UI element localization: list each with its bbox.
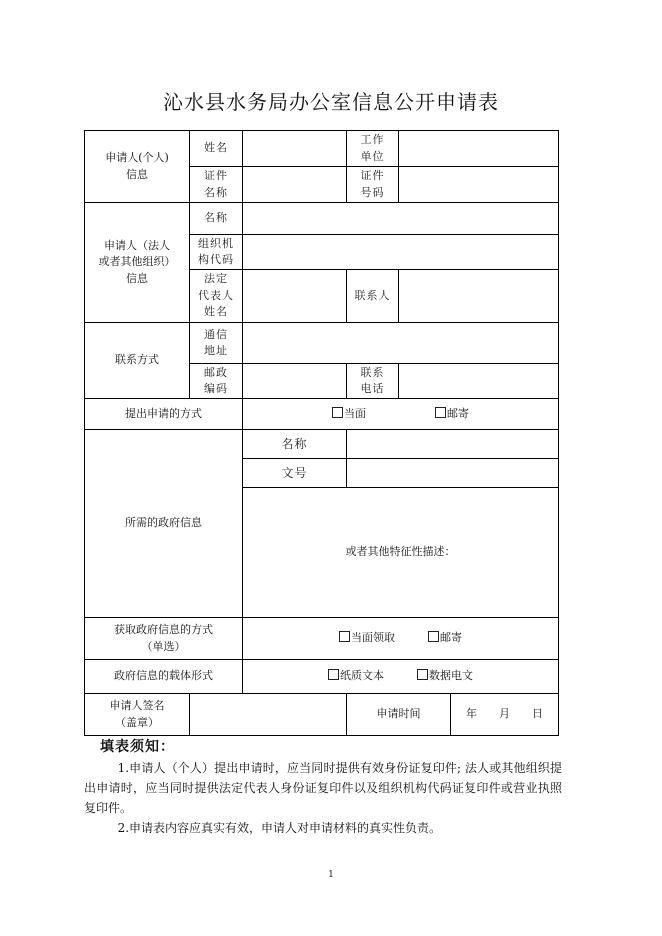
applicant-personal-label: 申请人(个人) 信息	[85, 131, 190, 203]
doc-number-field[interactable]	[347, 459, 559, 488]
org-code-field[interactable]	[243, 235, 559, 270]
org-code-label: 组织机 构代码	[190, 235, 243, 270]
form-title: 沁水县水务局办公室信息公开申请表	[163, 90, 499, 114]
application-form-table	[84, 130, 559, 736]
phone-label: 联系 电话	[347, 364, 399, 399]
applicant-org-label: 申请人（法人 或者其他组织） 信息	[85, 203, 190, 323]
apply-time-label: 申请时间	[347, 694, 451, 736]
checkbox-icon[interactable]	[417, 669, 428, 680]
notes-title: 填表须知：	[100, 739, 175, 755]
org-name-field[interactable]	[243, 203, 559, 235]
info-name-field[interactable]	[347, 430, 559, 459]
option-pickup[interactable]: 当面领取	[339, 630, 395, 647]
filling-notes	[84, 736, 562, 838]
address-field[interactable]	[243, 323, 559, 364]
request-method-label: 提出申请的方式	[85, 399, 243, 430]
phone-field[interactable]	[399, 364, 559, 399]
address-label: 通信 地址	[190, 323, 243, 364]
day-label: 日	[532, 707, 543, 721]
year-label: 年	[466, 707, 477, 721]
id-number-label: 证件 号码	[347, 167, 399, 203]
contact-person-label: 联系人	[347, 270, 399, 323]
checkbox-icon[interactable]	[428, 631, 439, 642]
signature-label: 申请人签名 （盖章）	[85, 694, 190, 736]
option-electronic[interactable]: 数据电文	[417, 668, 473, 685]
work-unit-field[interactable]	[399, 131, 559, 167]
checkbox-icon[interactable]	[339, 631, 350, 642]
legal-rep-label: 法定 代表人 姓名	[190, 270, 243, 323]
signature-field[interactable]	[190, 694, 347, 736]
info-name-label: 名称	[243, 430, 347, 459]
info-needed-label: 所需的政府信息	[85, 430, 243, 618]
contact-person-field[interactable]	[399, 270, 559, 323]
legal-rep-field[interactable]	[243, 270, 347, 323]
month-label: 月	[499, 707, 510, 721]
id-name-field[interactable]	[243, 167, 347, 203]
org-name-label: 名称	[190, 203, 243, 235]
obtain-method-label: 获取政府信息的方式 （单选）	[85, 618, 243, 660]
doc-number-label: 文号	[243, 459, 347, 488]
carrier-form-label: 政府信息的载体形式	[85, 660, 243, 694]
obtain-method-options	[243, 618, 559, 660]
note-item: 2.申请表内容应真实有效，申请人对申请材料的真实性负责。	[117, 821, 442, 835]
option-mail[interactable]: 邮寄	[435, 406, 469, 423]
option-in-person[interactable]: 当面	[332, 406, 366, 423]
apply-date-field[interactable]	[451, 694, 559, 736]
name-label: 姓名	[190, 131, 243, 167]
option-obtain-mail[interactable]: 邮寄	[428, 630, 462, 647]
checkbox-icon[interactable]	[328, 669, 339, 680]
request-method-options	[243, 399, 559, 430]
work-unit-label: 工作 单位	[347, 131, 399, 167]
note-item: 1.申请人（个人）提出申请时，应当同时提供有效身份证复印件; 法人或其他组织提出申请时，应当同时提供法定代表人身份证复印件以及组织机构代码证复印件或营业执照复印件。	[84, 761, 562, 815]
id-name-label: 证件 名称	[190, 167, 243, 203]
checkbox-icon[interactable]	[435, 407, 446, 418]
checkbox-icon[interactable]	[332, 407, 343, 418]
postcode-field[interactable]	[243, 364, 347, 399]
name-field[interactable]	[243, 131, 347, 167]
contact-section-label: 联系方式	[85, 323, 190, 399]
description-label: 或者其他特征性描述：	[345, 545, 456, 559]
description-field[interactable]	[243, 488, 559, 618]
option-paper[interactable]: 纸质文本	[328, 668, 384, 685]
carrier-form-options	[243, 660, 559, 694]
postcode-label: 邮政 编码	[190, 364, 243, 399]
page-number: 1	[328, 870, 334, 880]
id-number-field[interactable]	[399, 167, 559, 203]
